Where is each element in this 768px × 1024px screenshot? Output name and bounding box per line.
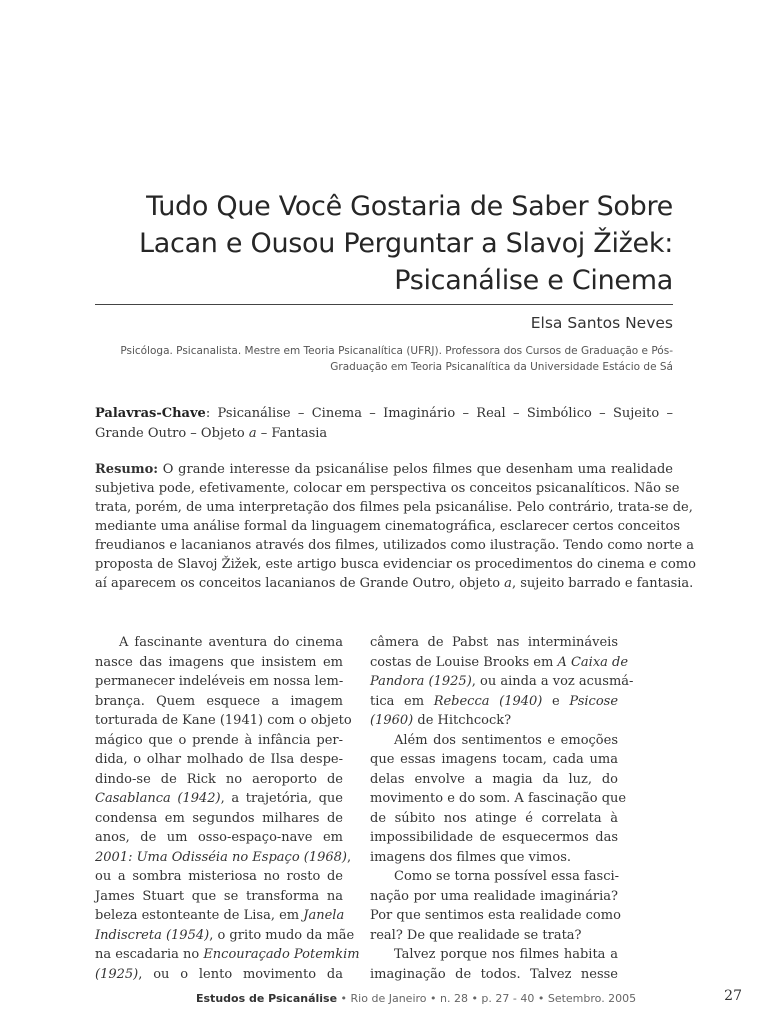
body-text: , a trajetória, que [220, 791, 343, 806]
abstract [95, 460, 696, 593]
body-line: condensa em segundos milhares de [95, 810, 343, 826]
body-line: movimento e do som. A fascinação que [370, 791, 627, 806]
body-line: mágico que o prende à infância per- [95, 732, 343, 748]
body-line [95, 906, 343, 926]
film-title: (1925) [95, 966, 139, 982]
body-line: brança. Quem esquece a imagem [95, 693, 343, 709]
body-line: nasce das imagens que insistem em [95, 654, 343, 670]
abstract-line: mediante uma análise formal da linguagem cinematográfica, esclarecer certos conceitos [95, 519, 681, 534]
author-affiliation [73, 343, 673, 375]
page-number: 27 [724, 988, 742, 1004]
author-name: Elsa Santos Neves [530, 314, 673, 332]
film-title: Encouraçado Potemkim [203, 947, 360, 962]
keywords [95, 404, 673, 444]
body-line: James Stuart que se transforma na [95, 888, 343, 904]
abstract-line: proposta de Slavoj Žižek, este artigo busca evidenciar os procedimentos do cinema e como [95, 557, 696, 572]
body-line: torturada de Kane (1941) com o objeto [95, 713, 352, 728]
body-line: delas envolve a magia da luz, do [370, 771, 618, 787]
film-title: Rebecca (1940) [433, 693, 543, 709]
body-line: anos, de um osso-espaço-nave em [95, 830, 343, 845]
body-line [370, 711, 618, 731]
body-line [370, 692, 618, 712]
body-text: na escadaria no [95, 947, 204, 962]
body-line: Talvez porque nos filmes habita a [394, 947, 618, 962]
title-rule [95, 304, 673, 305]
affiliation-line: Graduação em Teoria Psicanalítica da Universidade Estácio de Sá [330, 361, 673, 373]
film-title: Pandora (1925) [370, 674, 472, 689]
keywords-text-end: – Fantasia [256, 426, 328, 441]
body-text: beleza estonteante de Lisa, em [95, 908, 304, 923]
body-line: real? De que realidade se trata? [370, 927, 582, 943]
abstract-text: O grande interesse da psicanálise pelos filmes que desenham uma realidade [158, 462, 673, 477]
title-line: Tudo Que Você Gostaria de Saber Sobre [146, 191, 673, 222]
body-column-right [370, 633, 634, 984]
film-title: Janela [303, 908, 345, 923]
body-line: dindo-se de Rick no aeroporto de [95, 771, 343, 787]
keywords-text: : Psicanálise – Cinema – Imaginário – Real – Simbólico – Sujeito – Grande Outro – Objeto [95, 406, 673, 441]
body-line: imagens dos filmes que vimos. [370, 849, 572, 865]
abstract-text: , sujeito barrado e fantasia. [511, 576, 694, 591]
body-line: imaginação de todos. Talvez nesse [370, 966, 618, 982]
body-line: Como se torna possível essa fasci- [394, 869, 620, 884]
body-line [95, 848, 352, 868]
film-title: (1960) [370, 713, 414, 728]
body-text: costas de Louise Brooks em [370, 654, 558, 670]
abstract-line: subjetiva pode, efetivamente, colocar em perspectiva os conceitos psicanalíticos. Não se [95, 481, 680, 496]
abstract-label: Resumo: [95, 462, 159, 477]
body-line: de súbito nos atinge é correlata à [370, 810, 618, 826]
body-line: impossibilidade de esquecermos das [370, 830, 618, 845]
body-line [370, 672, 634, 692]
body-text: tica em [370, 693, 434, 709]
journal-name: Estudos de Psicanálise [196, 992, 338, 1005]
body-line: ou a sombra misteriosa no rosto de [95, 869, 343, 884]
body-line [370, 653, 629, 673]
affiliation-line: Psicóloga. Psicanalista. Mestre em Teoria Psicanalítica (UFRJ). Professora dos Cursos de Graduação e Pós- [120, 345, 673, 357]
title-line: Psicanálise e Cinema [394, 265, 673, 296]
issue-details: • Rio de Janeiro • n. 28 • p. 27 - 40 • Setembro. 2005 [337, 992, 637, 1005]
keywords-label: Palavras-Chave [95, 406, 206, 421]
keywords-italic: a [248, 426, 257, 441]
body-column-left [95, 633, 360, 984]
body-line: que essas imagens tocam, cada uma [370, 752, 618, 767]
body-text: , ou ainda a voz acusmá- [471, 674, 634, 689]
body-text: de Hitchcock? [413, 713, 512, 728]
body-line: câmera de Pabst nas intermináveis [370, 635, 618, 650]
film-title: Psicose [569, 693, 619, 709]
abstract-line: trata, porém, de uma interpretação dos filmes pela psicanálise. Pelo contrário, trata-se de, [95, 500, 693, 515]
body-line: permanecer indeléveis em nossa lem- [95, 674, 344, 689]
body-line: nação por uma realidade imaginária? [370, 888, 618, 904]
body-line [95, 965, 343, 985]
body-line [95, 945, 360, 965]
body-text: , [347, 849, 352, 865]
body-line: Por que sentimos esta realidade como [370, 908, 621, 923]
title-line: Lacan e Ousou Perguntar a Slavoj Žižek: [139, 228, 673, 259]
body-line [95, 926, 355, 946]
abstract-line: freudianos e lacanianos através dos filmes, utilizados como ilustração. Tendo como norte a [95, 538, 694, 553]
abstract-italic: a [504, 576, 512, 591]
body-line: Além dos sentimentos e emoções [394, 732, 618, 748]
film-title: Casablanca (1942) [95, 791, 221, 806]
running-footer [196, 992, 636, 1005]
abstract-line [95, 460, 673, 479]
body-line: A fascinante aventura do cinema [119, 635, 343, 650]
body-line [95, 789, 343, 809]
body-text: e [542, 693, 570, 709]
film-title: 2001: Uma Odisséia no Espaço (1968) [95, 849, 348, 865]
abstract-text: aí aparecem os conceitos lacanianos de Grande Outro, objeto [95, 576, 505, 591]
body-line: dida, o olhar molhado de Ilsa despe- [95, 752, 343, 767]
abstract-line [95, 574, 694, 593]
body-text: , ou o lento movimento da [138, 966, 343, 982]
article-title [73, 188, 673, 299]
film-title: Indiscreta (1954) [95, 927, 210, 943]
body-text: , o grito mudo da mãe [209, 927, 355, 943]
film-title: A Caixa de [557, 654, 629, 670]
